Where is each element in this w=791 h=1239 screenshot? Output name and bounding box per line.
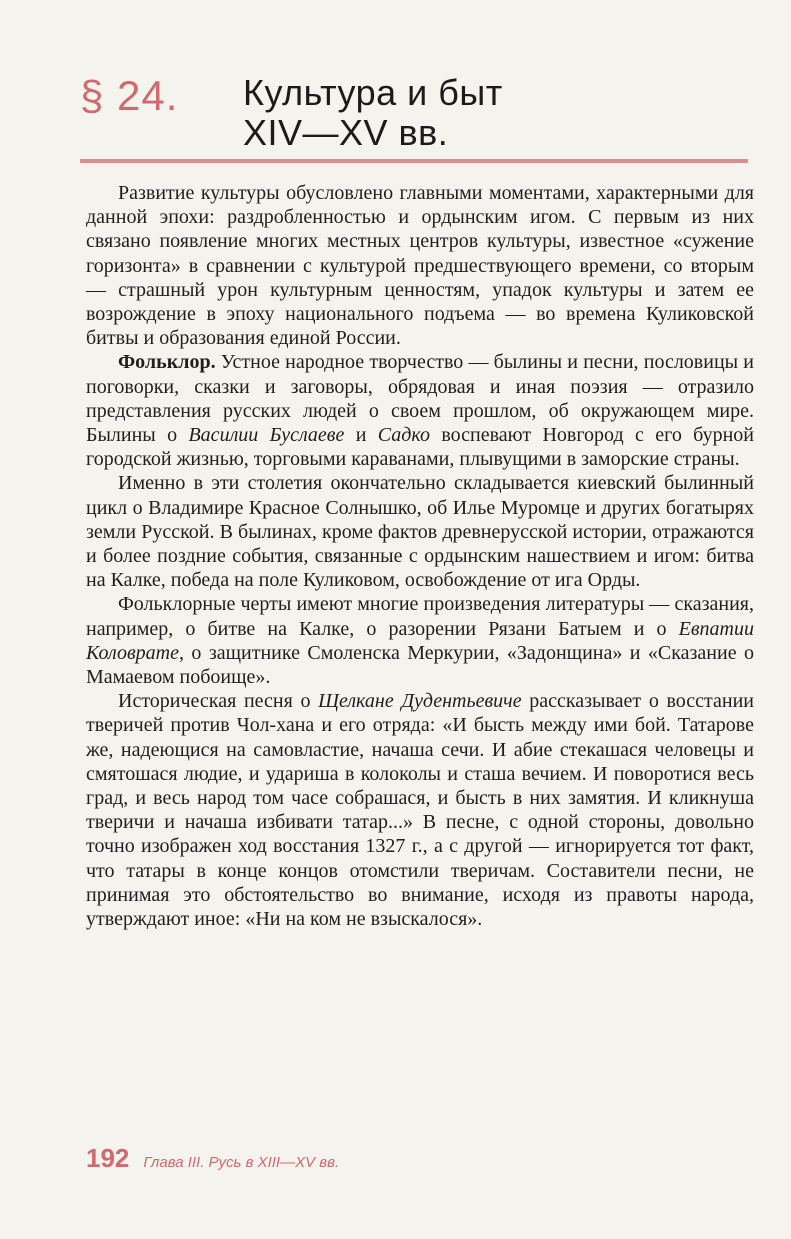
paragraph-kiev-cycle: Именно в эти столетия окончательно складывается киевский былинный цикл о Владимире Красное Солнышко, об Илье Муромце и других богатырях земли Русской. В былинах, кроме фактов древнерусской истории, отражаются и более поздние события, связанные с ордынским нашествием и игом: битва на Калке, победа на поле Куликовом, освобождение от ига Орды. bbox=[86, 472, 754, 592]
paragraph-folklore-features bbox=[86, 592, 754, 689]
italic-name: Евпатии Коловрате bbox=[86, 617, 754, 664]
section-title-line-1: Культура и быт bbox=[243, 72, 503, 113]
body-text bbox=[86, 181, 754, 931]
section-title bbox=[243, 73, 503, 153]
header-divider bbox=[80, 159, 748, 163]
section-header bbox=[80, 68, 752, 164]
page-number: 192 bbox=[86, 1143, 130, 1173]
running-head: Глава III. Русь в XIII—XV вв. bbox=[143, 1154, 340, 1171]
italic-name: Щелкане Дудентьевиче bbox=[318, 690, 522, 713]
text-run: воспевают Новгород с его бурной городской жизнью, торговыми караванами, плывущими в заморские страны. bbox=[86, 424, 754, 471]
text-run: рассказывает о восстании тверичей против Чол-хана и его отряда: «И бысть между ими бой. Татарове же, надеющися на самовластие, начаша сечи. И абие стекашася человецы и смятошася людие, и удариша в колоколы и сташа вечием. И поворотися весь град, и весь народ том часе собрашася, и бысть в них замятия. И кликнуша тверичи и начаша избивати татар...» В песне, с одной стороны, довольно точно изображен ход восстания 1327 г., а с другой — игнорируется тот факт, что татары в конце концов отомстили тверичам. Составители песни, не принимая это обстоятельство во внимание, исходя из правоты народа, утверждают иное: «Ни на ком не взыскалося». bbox=[86, 690, 754, 931]
page-footer bbox=[86, 1143, 339, 1175]
section-title-line-2: XIV—XV вв. bbox=[243, 112, 449, 153]
italic-name: Садко bbox=[377, 424, 430, 447]
text-run: Устное народное творчество — былины и песни, пословицы и поговорки, сказки и заговоры, обрядовая и иная поэзия — отразило представления русских людей о своем прошлом, об окружающем мире. Былины о bbox=[86, 351, 754, 447]
section-number: § 24. bbox=[80, 72, 179, 119]
text-run: Историческая песня о bbox=[118, 690, 319, 713]
text-run: Фольклорные черты имеют многие произведения литературы — сказания, например, о битве на Калке, о разорении Рязани Батыем и о bbox=[86, 593, 754, 640]
paragraph-intro: Развитие культуры обусловлено главными моментами, характерными для данной эпохи: раздробленностью и ордынским игом. С первым из них связано появление многих местных центров культуры, известное «сужение горизонта» в сравнении с культурой предшествующего времени, со вторым — страшный урон культурным ценностям, упадок культуры и затем ее возрождение в эпоху национального подъема — во времена Куликовской битвы и образования единой России. bbox=[86, 182, 754, 350]
folklore-heading: Фольклор. bbox=[118, 351, 216, 374]
paragraph-historical-song bbox=[86, 689, 754, 931]
text-run: и bbox=[344, 424, 378, 447]
paragraph-folklore bbox=[86, 350, 754, 471]
italic-name: Василии Буслаеве bbox=[188, 424, 345, 447]
text-run: , о защитнике Смоленска Меркурии, «Задонщина» и «Сказание о Мамаевом побоище». bbox=[86, 641, 754, 689]
